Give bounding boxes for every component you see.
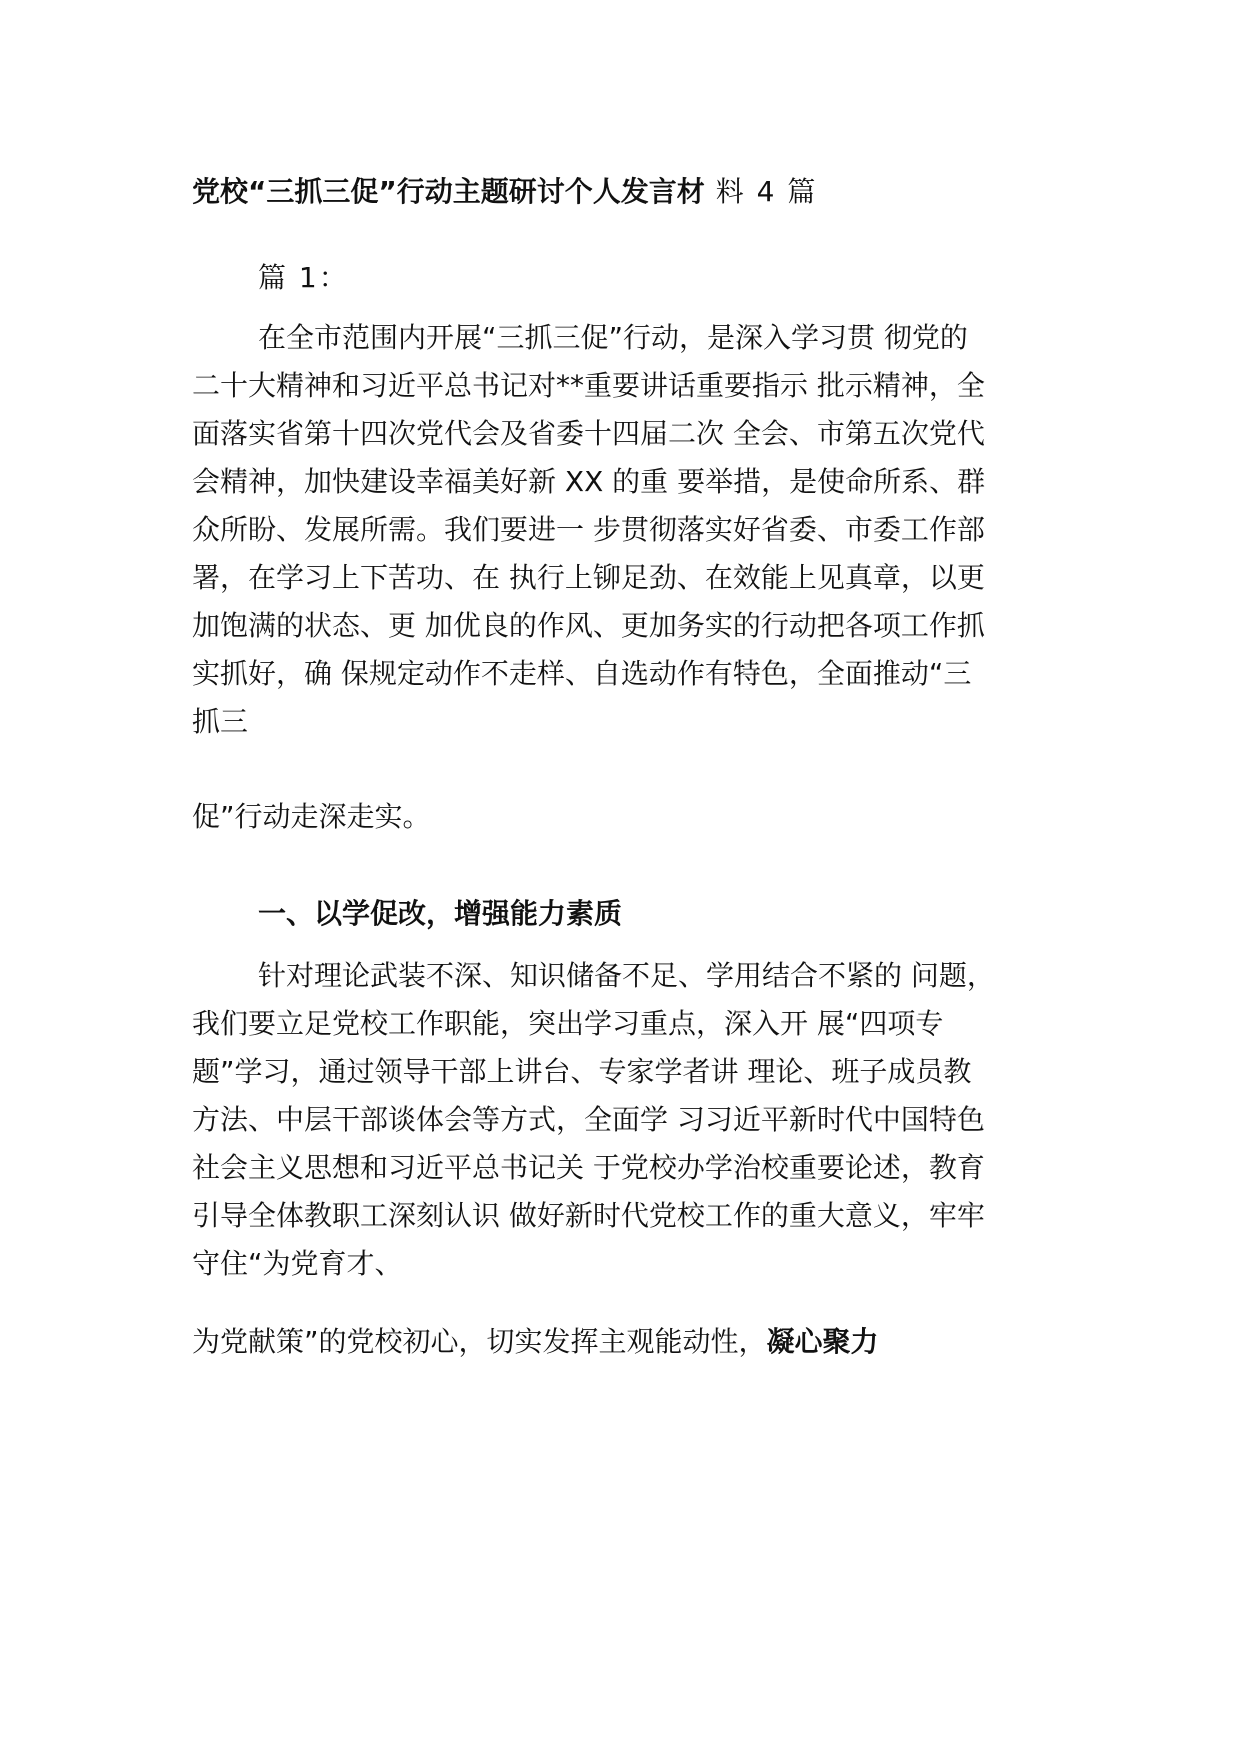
paragraph-2-tail-text: 为党献策”的党校初心，切实发挥主观能动性， bbox=[192, 1325, 767, 1358]
paragraph-line: 方法、中层干部谈体会等方式，全面学 习习近平新时代中国特色 bbox=[192, 1103, 985, 1136]
paragraph-line: 众所盼、发展所需。我们要进一 步贯彻落实好省委、市委工作部 bbox=[192, 513, 985, 546]
paragraph-line: 引导全体教职工深刻认识 做好新时代党校工作的重大意义，牢牢 bbox=[192, 1199, 985, 1232]
paragraph-1-tail: 促”行动走深走实。 bbox=[192, 800, 431, 833]
paragraph-line: 会精神，加快建设幸福美好新 XX 的重 要举措，是使命所系、群 bbox=[192, 465, 986, 498]
paragraph-1 bbox=[192, 314, 1064, 746]
paragraph-line: 署，在学习上下苦功、在 执行上铆足劲、在效能上见真章，以更 bbox=[192, 561, 985, 594]
paragraph-line: 守住“为党育才、 bbox=[192, 1247, 403, 1280]
paragraph-line: 抓三 bbox=[192, 705, 249, 738]
paragraph-line: 我们要立足党校工作职能，突出学习重点，深入开 展“四项专 bbox=[192, 1007, 944, 1040]
document-title-main: 党校“三抓三促”行动主题研讨个人发言材 bbox=[192, 175, 705, 208]
paragraph-2 bbox=[192, 952, 1064, 1288]
paragraph-line: 实抓好，确 保规定动作不走样、自选动作有特色，全面推动“三 bbox=[192, 657, 972, 690]
document-title bbox=[192, 172, 817, 212]
document-title-suffix: 料 4 篇 bbox=[704, 175, 818, 208]
section-heading-1: 一、以学促改，增强能力素质 bbox=[258, 897, 623, 930]
paragraph-line: 加饱满的状态、更 加优良的作风、更加务实的行动把各项工作抓 bbox=[192, 609, 985, 642]
paragraph-line: 面落实省第十四次党代会及省委十四届二次 全会、市第五次党代 bbox=[192, 417, 985, 450]
paragraph-line: 社会主义思想和习近平总书记关 于党校办学治校重要论述，教育 bbox=[192, 1151, 985, 1184]
paragraph-2-tail bbox=[192, 1322, 879, 1362]
section-label: 篇 1： bbox=[258, 261, 349, 294]
paragraph-line: 针对理论武装不深、知识储备不足、学用结合不紧的 问题， bbox=[258, 959, 995, 992]
paragraph-line: 题”学习，通过领导干部上讲台、专家学者讲 理论、班子成员教 bbox=[192, 1055, 972, 1088]
paragraph-line: 二十大精神和习近平总书记对**重要讲话重要指示 批示精神，全 bbox=[192, 369, 985, 402]
paragraph-line: 在全市范围内开展“三抓三促”行动，是深入学习贯 彻党的 bbox=[258, 321, 968, 354]
paragraph-2-tail-bold: 凝心聚力 bbox=[766, 1325, 879, 1358]
